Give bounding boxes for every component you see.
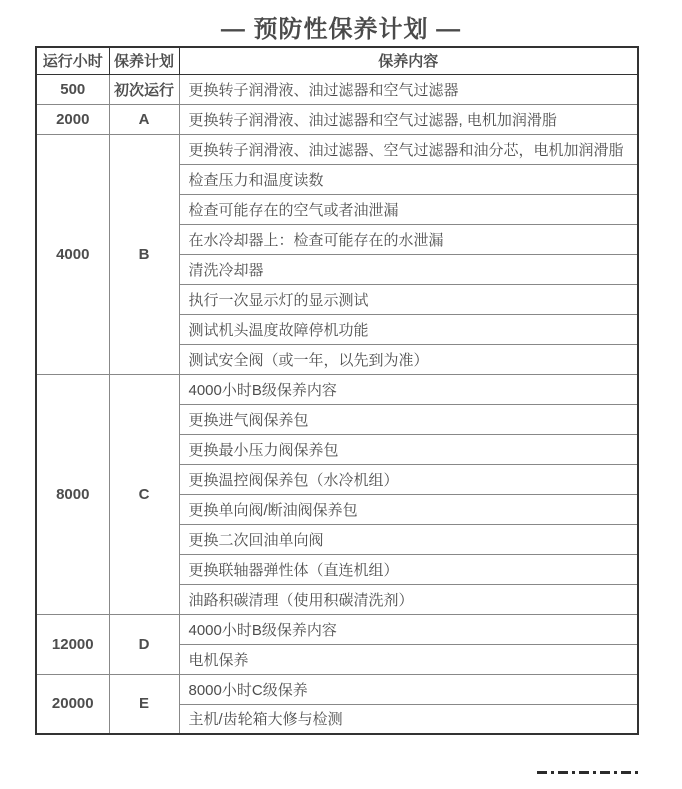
content-cell: 更换联轴器弹性体（直连机组） bbox=[179, 554, 638, 584]
header-row bbox=[36, 47, 638, 74]
maintenance-table-body bbox=[36, 74, 638, 734]
content-cell: 主机/齿轮箱大修与检测 bbox=[179, 704, 638, 734]
content-cell: 测试机头温度故障停机功能 bbox=[179, 314, 638, 344]
content-cell: 8000小时C级保养 bbox=[179, 674, 638, 704]
content-cell: 执行一次显示灯的显示测试 bbox=[179, 284, 638, 314]
header-hours: 运行小时 bbox=[36, 47, 109, 74]
hours-cell: 8000 bbox=[36, 374, 109, 614]
table-row bbox=[36, 134, 638, 164]
content-cell: 更换温控阀保养包（水冷机组） bbox=[179, 464, 638, 494]
plan-cell: B bbox=[109, 134, 179, 374]
content-cell: 检查可能存在的空气或者油泄漏 bbox=[179, 194, 638, 224]
content-cell: 清洗冷却器 bbox=[179, 254, 638, 284]
content-cell: 更换转子润滑液、油过滤器和空气过滤器 bbox=[179, 74, 638, 104]
plan-cell: C bbox=[109, 374, 179, 614]
content-cell: 更换转子润滑液、油过滤器和空气过滤器, 电机加润滑脂 bbox=[179, 104, 638, 134]
table-header bbox=[36, 47, 638, 74]
table-row bbox=[36, 104, 638, 134]
content-cell: 检查压力和温度读数 bbox=[179, 164, 638, 194]
content-cell: 4000小时B级保养内容 bbox=[179, 614, 638, 644]
content-cell: 更换单向阀/断油阀保养包 bbox=[179, 494, 638, 524]
content-cell: 更换二次回油单向阀 bbox=[179, 524, 638, 554]
content-cell: 更换最小压力阀保养包 bbox=[179, 434, 638, 464]
plan-cell: D bbox=[109, 614, 179, 674]
dashdot-line bbox=[537, 771, 641, 774]
hours-cell: 2000 bbox=[36, 104, 109, 134]
table-row bbox=[36, 614, 638, 644]
hours-cell: 12000 bbox=[36, 614, 109, 674]
table-row bbox=[36, 674, 638, 704]
page-title: — 预防性保养计划 — bbox=[220, 16, 462, 43]
header-plan: 保养计划 bbox=[109, 47, 179, 74]
content-cell: 在水冷却器上：检查可能存在的水泄漏 bbox=[179, 224, 638, 254]
content-cell: 4000小时B级保养内容 bbox=[179, 374, 638, 404]
content-cell: 油路积碳清理（使用积碳清洗剂） bbox=[179, 584, 638, 614]
hours-cell: 20000 bbox=[36, 674, 109, 734]
plan-cell: 初次运行 bbox=[109, 74, 179, 104]
plan-cell: A bbox=[109, 104, 179, 134]
table-row bbox=[36, 374, 638, 404]
hours-cell: 500 bbox=[36, 74, 109, 104]
content-cell: 测试安全阀（或一年，以先到为准） bbox=[179, 344, 638, 374]
maintenance-table bbox=[35, 46, 639, 735]
content-cell: 更换转子润滑液、油过滤器、空气过滤器和油分芯，电机加润滑脂 bbox=[179, 134, 638, 164]
content-cell: 更换进气阀保养包 bbox=[179, 404, 638, 434]
plan-cell: E bbox=[109, 674, 179, 734]
table-row bbox=[36, 74, 638, 104]
content-cell: 电机保养 bbox=[179, 644, 638, 674]
header-content: 保养内容 bbox=[179, 47, 638, 74]
hours-cell: 4000 bbox=[36, 134, 109, 374]
